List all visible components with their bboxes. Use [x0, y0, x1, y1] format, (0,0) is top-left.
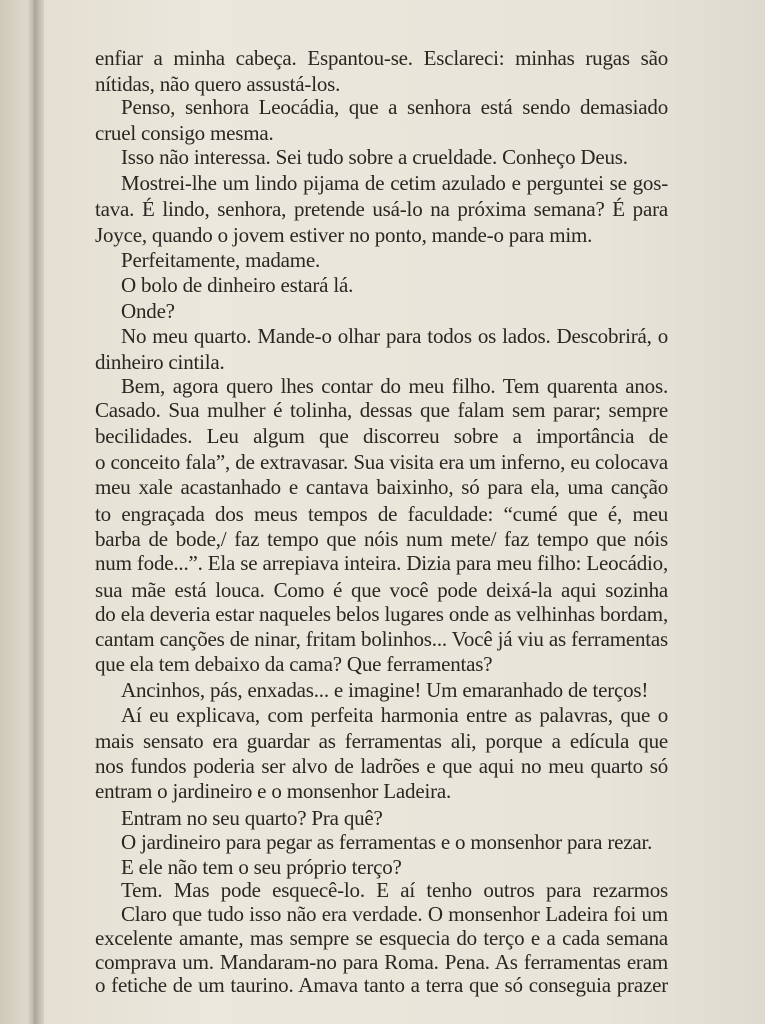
text-line: to engraçada dos meus tempos de faculdade: “cumé que é, meu — [95, 502, 668, 526]
text-line: num fode...”. Ela se arrepiava inteira. Dizia para meu filho: Leocádio, — [95, 551, 668, 575]
text-line: barba de bode,/ faz tempo que nóis num mete/ faz tempo que nóis — [95, 527, 668, 551]
text-line: Claro que tudo isso não era verdade. O monsenhor Ladeira foi um — [121, 902, 668, 926]
text-line: Entram no seu quarto? Pra quê? — [121, 806, 383, 830]
text-line: o conceito fala”, de extravasar. Sua visita era um inferno, eu colocava — [95, 450, 668, 474]
text-line: Bem, agora quero lhes contar do meu filho. Tem quarenta anos. — [121, 374, 668, 398]
text-line: excelente amante, mas sempre se esquecia do terço e a cada semana — [95, 926, 668, 950]
text-line: Isso não interessa. Sei tudo sobre a crueldade. Conheço Deus. — [121, 145, 628, 169]
text-line: meu xale acastanhado e cantava baixinho, só para ela, uma canção — [95, 475, 668, 499]
text-line: tava. É lindo, senhora, pretende usá-lo na próxima semana? É para — [95, 197, 668, 221]
text-line: Tem. Mas pode esquecê-lo. E aí tenho outros para rezarmos — [121, 878, 668, 902]
text-line: entram o jardineiro e o monsenhor Ladeira. — [95, 779, 452, 803]
text-line: mais sensato era guardar as ferramentas ali, porque a edícula que — [95, 729, 668, 753]
text-line: Joyce, quando o jovem estiver no ponto, mande-o para mim. — [95, 223, 593, 247]
text-line: No meu quarto. Mande-o olhar para todos os lados. Descobrirá, o — [121, 324, 668, 348]
text-line: nítidas, não quero assustá-los. — [95, 72, 341, 96]
text-line: nos fundos poderia ser alvo de ladrões e que aqui no meu quarto só — [95, 754, 668, 778]
text-line: becilidades. Leu algum que discorreu sobre a importância de — [95, 424, 668, 448]
text-line: enfiar a minha cabeça. Espantou-se. Esclareci: minhas rugas são — [95, 46, 668, 70]
text-line: cantam canções de ninar, fritam bolinhos... Você já viu as ferramentas — [95, 627, 668, 651]
text-line: Aí eu explicava, com perfeita harmonia entre as palavras, que o — [121, 703, 668, 727]
text-line: E ele não tem o seu próprio terço? — [121, 855, 402, 879]
text-line: comprava um. Mandaram-no para Roma. Pena. As ferramentas eram — [95, 950, 668, 974]
text-line: Penso, senhora Leocádia, que a senhora está sendo demasiado — [121, 95, 668, 119]
text-line: Ancinhos, pás, enxadas... e imagine! Um emaranhado de terços! — [121, 678, 649, 702]
text-line: Perfeitamente, madame. — [121, 248, 321, 272]
text-line: sua mãe está louca. Como é que você pode deixá-la aqui sozinha — [95, 578, 668, 602]
text-line: do ela deveria estar naqueles belos lugares onde as velhinhas bordam, — [95, 602, 668, 626]
text-line: Mostrei-lhe um lindo pijama de cetim azulado e perguntei se gos- — [121, 171, 668, 195]
text-line: O jardineiro para pegar as ferramentas e o monsenhor para rezar. — [121, 830, 653, 854]
text-line: cruel consigo mesma. — [95, 121, 274, 145]
text-line: Casado. Sua mulher é tolinha, dessas que falam sem parar; sempre — [95, 398, 668, 422]
text-line: que ela tem debaixo da cama? Que ferramentas? — [95, 652, 493, 676]
text-line: O bolo de dinheiro estará lá. — [121, 273, 354, 297]
text-line: o fetiche de um taurino. Amava tanto a terra que só conseguia prazer — [95, 973, 668, 997]
text-line: Onde? — [121, 299, 175, 323]
text-line: dinheiro cintila. — [95, 350, 225, 374]
